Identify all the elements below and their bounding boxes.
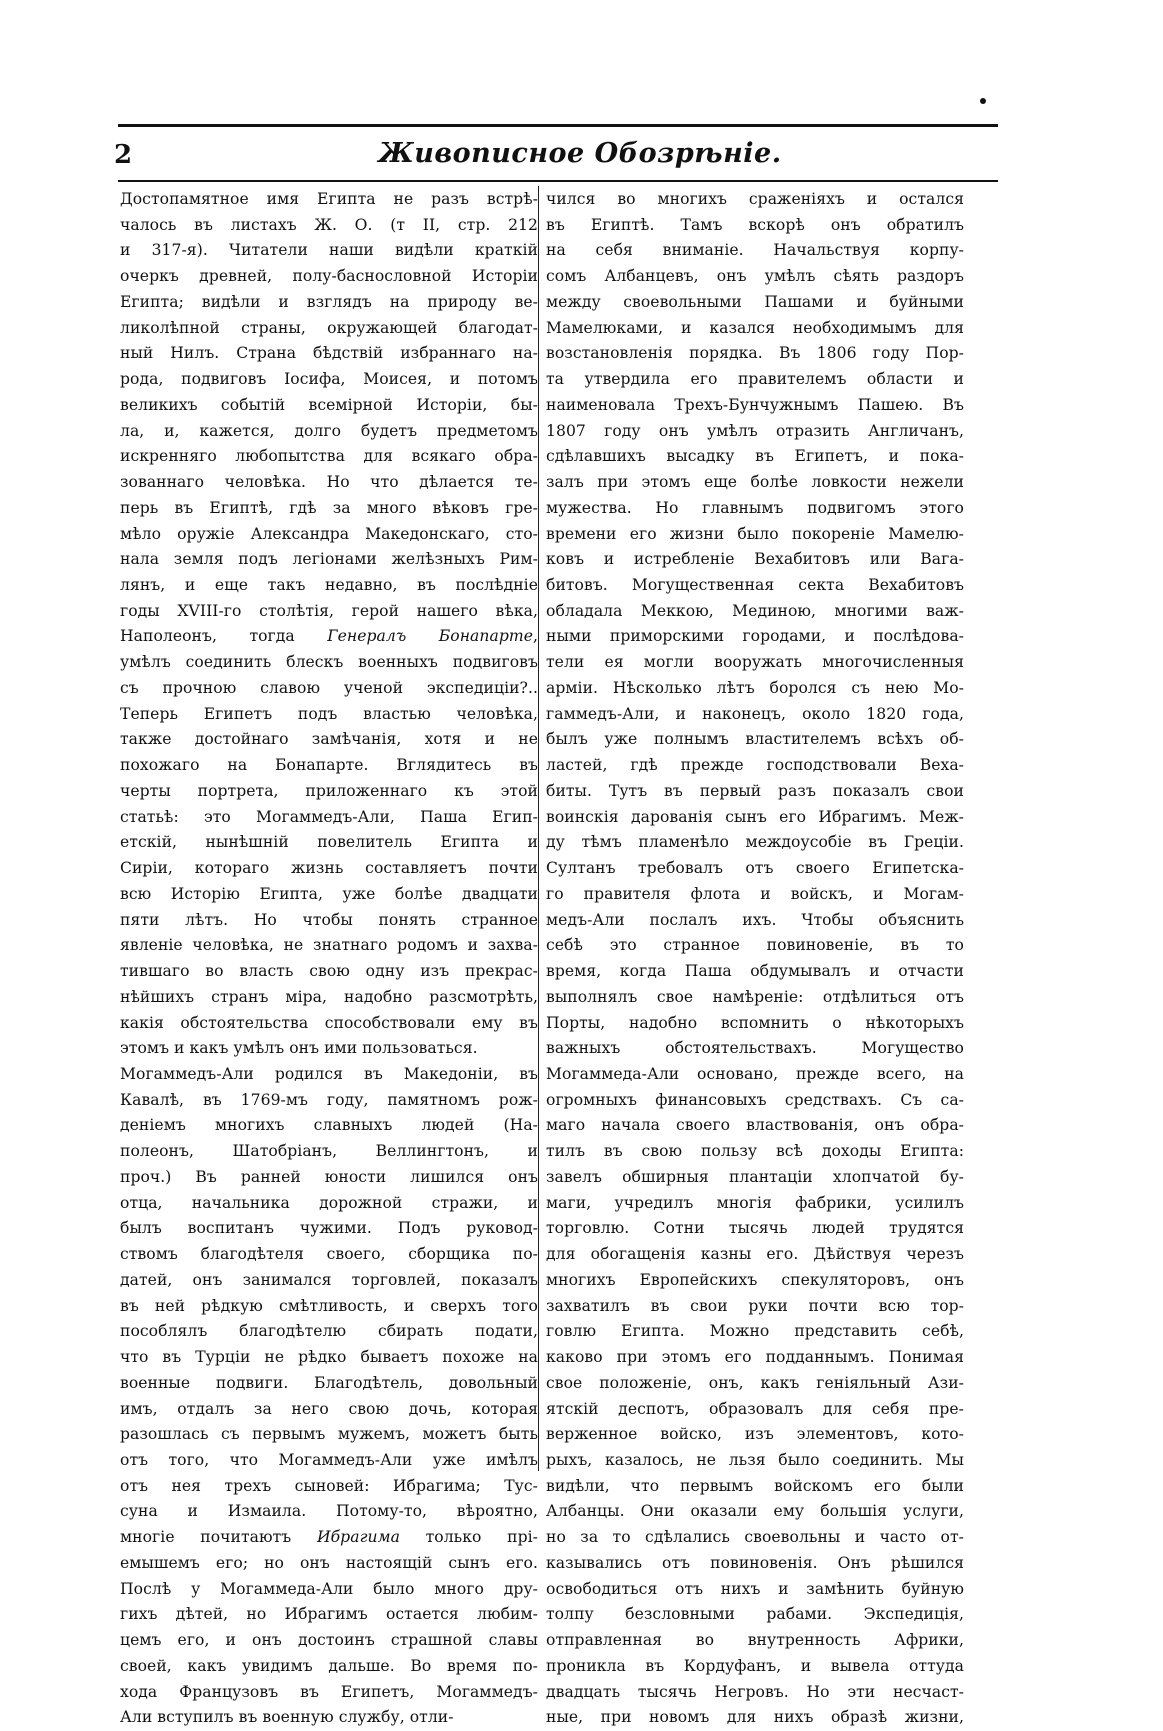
text-line: Мамелюками, и казался необходимымъ для [546, 318, 964, 337]
text-line: ду тѣмъ пламенѣло междоусобіе въ Греціи. [546, 833, 964, 852]
text-line: мѣло оружіе Александра Македонскаго, сто- [120, 524, 538, 543]
text-line: Теперь Египетъ подъ властью человѣка, [120, 704, 538, 723]
text-line: возстановленія порядка. Въ 1806 году Пор- [546, 344, 964, 363]
text-line: каково при этомъ его подданнымъ. Понимая [546, 1348, 964, 1367]
text-line: умѣлъ соединить блескъ военныхъ подвиговъ [120, 653, 538, 672]
text-line: тилъ въ свою пользу всѣ доходы Египта: [546, 1142, 964, 1161]
journal-title: Живописное Обозрѣніе. [378, 138, 782, 169]
text-line: ные, при новомъ для нихъ образѣ жизни, [546, 1708, 964, 1727]
text-line: завелъ обширныя плантаціи хлопчатой бу- [546, 1167, 964, 1186]
text-line: пособлялъ благодѣтелю сбирать подати, [120, 1322, 538, 1341]
text-line: гаммедъ-Али, и наконецъ, около 1820 года, [546, 704, 964, 723]
text-line: Наполеонъ, тогда Генералъ Бонапарте, [120, 627, 538, 646]
text-line: времени его жизни было покореніе Мамелю- [546, 524, 964, 543]
text-line: и 317-я). Читатели наши видѣли краткій [120, 241, 538, 260]
text-line: та утвердила его правителемъ области и [546, 370, 964, 389]
text-line: биты. Тутъ въ первый разъ показалъ свои [546, 781, 964, 800]
text-line: съ прочною славою ученой экспедиціи?.. [120, 678, 538, 697]
text-line: видѣли, что первымъ войскомъ его были [546, 1476, 964, 1495]
text-line: проч.) Въ ранней юности лишился онъ [120, 1167, 538, 1186]
text-line: зованнаго человѣка. Но что дѣлается те- [120, 473, 538, 492]
header-rule [118, 124, 998, 127]
text-line: мужества. Но главнымъ подвигомъ этого [546, 498, 964, 517]
text-line: верженное войско, изъ элементовъ, кото- [546, 1425, 964, 1444]
text-line: также достойнаго замѣчанія, хотя и не [120, 730, 538, 749]
text-line: былъ воспитанъ чужими. Подъ руковод- [120, 1219, 538, 1238]
text-line: рыхъ, казалось, не льзя было соединить. Мы [546, 1450, 964, 1469]
text-line: ный Нилъ. Страна бѣдствій избраннаго на- [120, 344, 538, 363]
text-line: хода Французовъ въ Египетъ, Могаммедъ- [120, 1682, 538, 1701]
text-line: многихъ Европейскихъ спекуляторовъ, онъ [546, 1270, 964, 1289]
text-line: наименовала Трехъ-Бунчужнымъ Пашею. Въ [546, 395, 964, 414]
text-line: годы XVIII-го столѣтія, герой нашего вѣка, [120, 601, 538, 620]
text-line: выполнялъ свое намѣреніе: отдѣлиться отъ [546, 987, 964, 1006]
text-line: цемъ его, и онъ достоинъ страшной славы [120, 1631, 538, 1650]
text-line: Сиріи, котораго жизнь составляетъ почти [120, 859, 538, 878]
text-line: Али вступилъ въ военную службу, отли- [120, 1708, 454, 1727]
text-line: ликолѣпной страны, окружающей благодат- [120, 318, 538, 337]
text-line: сомъ Албанцевъ, онъ умѣлъ сѣять раздоръ [546, 267, 964, 286]
text-line: ластей, гдѣ прежде господствовали Веха- [546, 756, 964, 775]
text-line: датей, онъ занимался торговлей, показалъ [120, 1270, 538, 1289]
page-number: 2 [114, 140, 133, 170]
text-line: залъ при этомъ еще болѣе ловкости нежели [546, 473, 964, 492]
text-line: ятскій деспотъ, образовалъ для себя пре- [546, 1399, 964, 1418]
text-line: явленіе человѣка, не знатнаго родомъ и захва- [120, 936, 538, 955]
text-line: Достопамятное имя Египта не разъ встрѣ- [120, 190, 538, 208]
text-line: огромныхъ финансовыхъ средствахъ. Съ са- [546, 1090, 964, 1109]
text-line: отъ того, что Могаммедъ-Али уже имѣлъ [120, 1450, 538, 1469]
text-line: чился во многихъ сраженіяхъ и остался [546, 190, 964, 208]
text-line: толпу безсловными рабами. Экспедиція, [546, 1605, 964, 1624]
text-line: торговлю. Сотни тысячь людей трудятся [546, 1219, 964, 1238]
text-line: 1807 году онъ умѣлъ отразить Англичанъ, [546, 421, 964, 440]
text-line: Египта; видѣли и взглядъ на природу ве- [120, 292, 538, 311]
text-line: многіе почитаютъ Ибрагима только прі- [120, 1528, 538, 1547]
text-line: сдѣлавшихъ высадку въ Египетъ, и пока- [546, 447, 964, 466]
text-line: проникла въ Кордуфанъ, и вывела оттуда [546, 1656, 964, 1675]
text-line: какія обстоятельства способствовали ему въ [120, 1013, 538, 1032]
text-line: великихъ событій всемірной Исторіи, бы- [120, 395, 538, 414]
text-line: чалось въ листахъ Ж. О. (т II, стр. 212 [120, 215, 538, 234]
text-line: Кавалѣ, въ 1769-мъ году, памятномъ рож- [120, 1090, 538, 1109]
text-line: себѣ это странное повиновеніе, въ то [546, 936, 964, 955]
text-line: всю Исторію Египта, уже болѣе двадцати [120, 884, 538, 903]
text-line: разошлась съ первымъ мужемъ, можетъ быть [120, 1425, 538, 1444]
text-line: Албанцы. Они оказали ему большія услуги, [546, 1502, 964, 1521]
text-line: ковъ и истребленіе Вехабитовъ или Вага- [546, 550, 964, 569]
text-line: на себя вниманіе. Начальствуя корпу- [546, 241, 964, 260]
text-line: Могаммеда-Али основано, прежде всего, на [546, 1064, 964, 1083]
text-line: пяти лѣтъ. Но чтобы понять странное [120, 910, 538, 929]
text-line: важныхъ обстоятельствахъ. Могущество [546, 1039, 964, 1058]
text-line: Послѣ у Могаммеда-Али было много дру- [120, 1579, 538, 1598]
text-line: имъ, отдалъ за него свою дочь, которая [120, 1399, 538, 1418]
text-line: но за то сдѣлались своевольны и часто от- [546, 1528, 964, 1547]
text-line: похожаго на Бонапарте. Вглядитесь въ [120, 756, 538, 775]
text-line: деніемъ многихъ славныхъ людей (На- [120, 1116, 538, 1135]
text-line: статьѣ: это Могаммедъ-Али, Паша Егип- [120, 807, 538, 826]
right-column [546, 187, 964, 1731]
text-line: время, когда Паша обдумывалъ и отчасти [546, 962, 964, 981]
text-line: Порты, надобно вспомнить о нѣкоторыхъ [546, 1013, 964, 1032]
left-column [120, 187, 538, 1731]
text-line: своей, какъ увидимъ дальше. Во время по- [120, 1656, 538, 1675]
text-line: между своевольными Пашами и буйными [546, 292, 964, 311]
text-line: отъ нея трехъ сыновей: Ибрагима; Тус- [120, 1476, 538, 1495]
text-line: въ Египтѣ. Тамъ вскорѣ онъ обратилъ [546, 215, 964, 234]
text-line: етскій, нынѣшній повелитель Египта и [120, 833, 538, 852]
text-line: нала земля подъ легіонами желѣзныхъ Рим- [120, 550, 538, 569]
text-line: отправленная во внутренность Африки, [546, 1631, 964, 1650]
text-line: былъ уже полнымъ властителемъ всѣхъ об- [546, 730, 964, 749]
text-line: освободиться отъ нихъ и замѣнить буйную [546, 1579, 964, 1598]
text-line: обладала Меккою, Мединою, многими важ- [546, 601, 964, 620]
text-line: арміи. Нѣсколько лѣтъ боролся съ нею Мо- [546, 678, 964, 697]
text-line: перь въ Египтѣ, гдѣ за много вѣковъ гре- [120, 498, 538, 517]
page-dot [980, 98, 986, 104]
text-line: маго начала своего властвованія, онъ обра- [546, 1116, 964, 1135]
text-line: гихъ дѣтей, но Ибрагимъ остается любим- [120, 1605, 538, 1624]
text-line: для обогащенія казны его. Дѣйствуя черезъ [546, 1245, 964, 1264]
text-line: рода, подвиговъ Іосифа, Моисея, и потомъ [120, 370, 538, 389]
text-line: ла, и, кажется, долго будетъ предметомъ [120, 421, 538, 440]
text-line: свое положеніе, онъ, какъ геніяльный Ази- [546, 1373, 964, 1392]
text-line: го правителя флота и войскъ, и Могам- [546, 884, 964, 903]
column-divider [538, 186, 539, 1471]
text-line: очеркъ древней, полу-баснословной Исторіи [120, 267, 538, 286]
header-sub-rule [118, 180, 998, 182]
text-line: въ ней рѣдкую смѣтливость, и сверхъ того [120, 1296, 538, 1315]
text-line: Могаммедъ-Али родился въ Македоніи, въ [120, 1064, 538, 1083]
text-line: полеонъ, Шатобріанъ, Веллингтонъ, и [120, 1142, 538, 1161]
text-line: захватилъ въ свои руки почти всю тор- [546, 1296, 964, 1315]
text-line: казывались отъ повиновенія. Онъ рѣшился [546, 1553, 964, 1572]
text-line: ными приморскими городами, и послѣдова- [546, 627, 964, 646]
text-line: двадцать тысячь Негровъ. Но эти несчаст- [546, 1682, 964, 1701]
text-line: военные подвиги. Благодѣтель, довольный [120, 1373, 538, 1392]
text-line: ствомъ благодѣтеля своего, сборщика по- [120, 1245, 538, 1264]
text-line: Султанъ требовалъ отъ своего Египетска- [546, 859, 964, 878]
text-line: отца, начальника дорожной стражи, и [120, 1193, 538, 1212]
text-line: воинскія дарованія сынъ его Ибрагимъ. Меж- [546, 807, 964, 826]
text-line: битовъ. Могущественная секта Вехабитовъ [546, 576, 964, 595]
text-line: черты портрета, приложеннаго къ этой [120, 781, 538, 800]
text-line: нѣйшихъ странъ міра, надобно разсмотрѣть, [120, 987, 538, 1006]
text-line: медъ-Али послалъ ихъ. Чтобы объяснить [546, 910, 964, 929]
text-line: говлю Египта. Можно представить себѣ, [546, 1322, 964, 1341]
text-line: маги, учредилъ многія фабрики, усилилъ [546, 1193, 964, 1212]
text-line: тели ея могли вооружать многочисленныя [546, 653, 964, 672]
text-line: лянъ, и еще такъ недавно, въ послѣдніе [120, 576, 538, 595]
text-line: емышемъ его; но онъ настоящій сынъ его. [120, 1553, 538, 1572]
text-line: тившаго во власть свою одну изъ прекрас- [120, 962, 538, 981]
text-line: что въ Турціи не рѣдко бываетъ похоже на [120, 1348, 538, 1367]
text-line: этомъ и какъ умѣлъ онъ ими пользоваться. [120, 1039, 478, 1058]
text-line: искренняго любопытства для всякаго обра- [120, 447, 538, 466]
text-line: суна и Измаила. Потому-то, вѣроятно, [120, 1502, 538, 1521]
